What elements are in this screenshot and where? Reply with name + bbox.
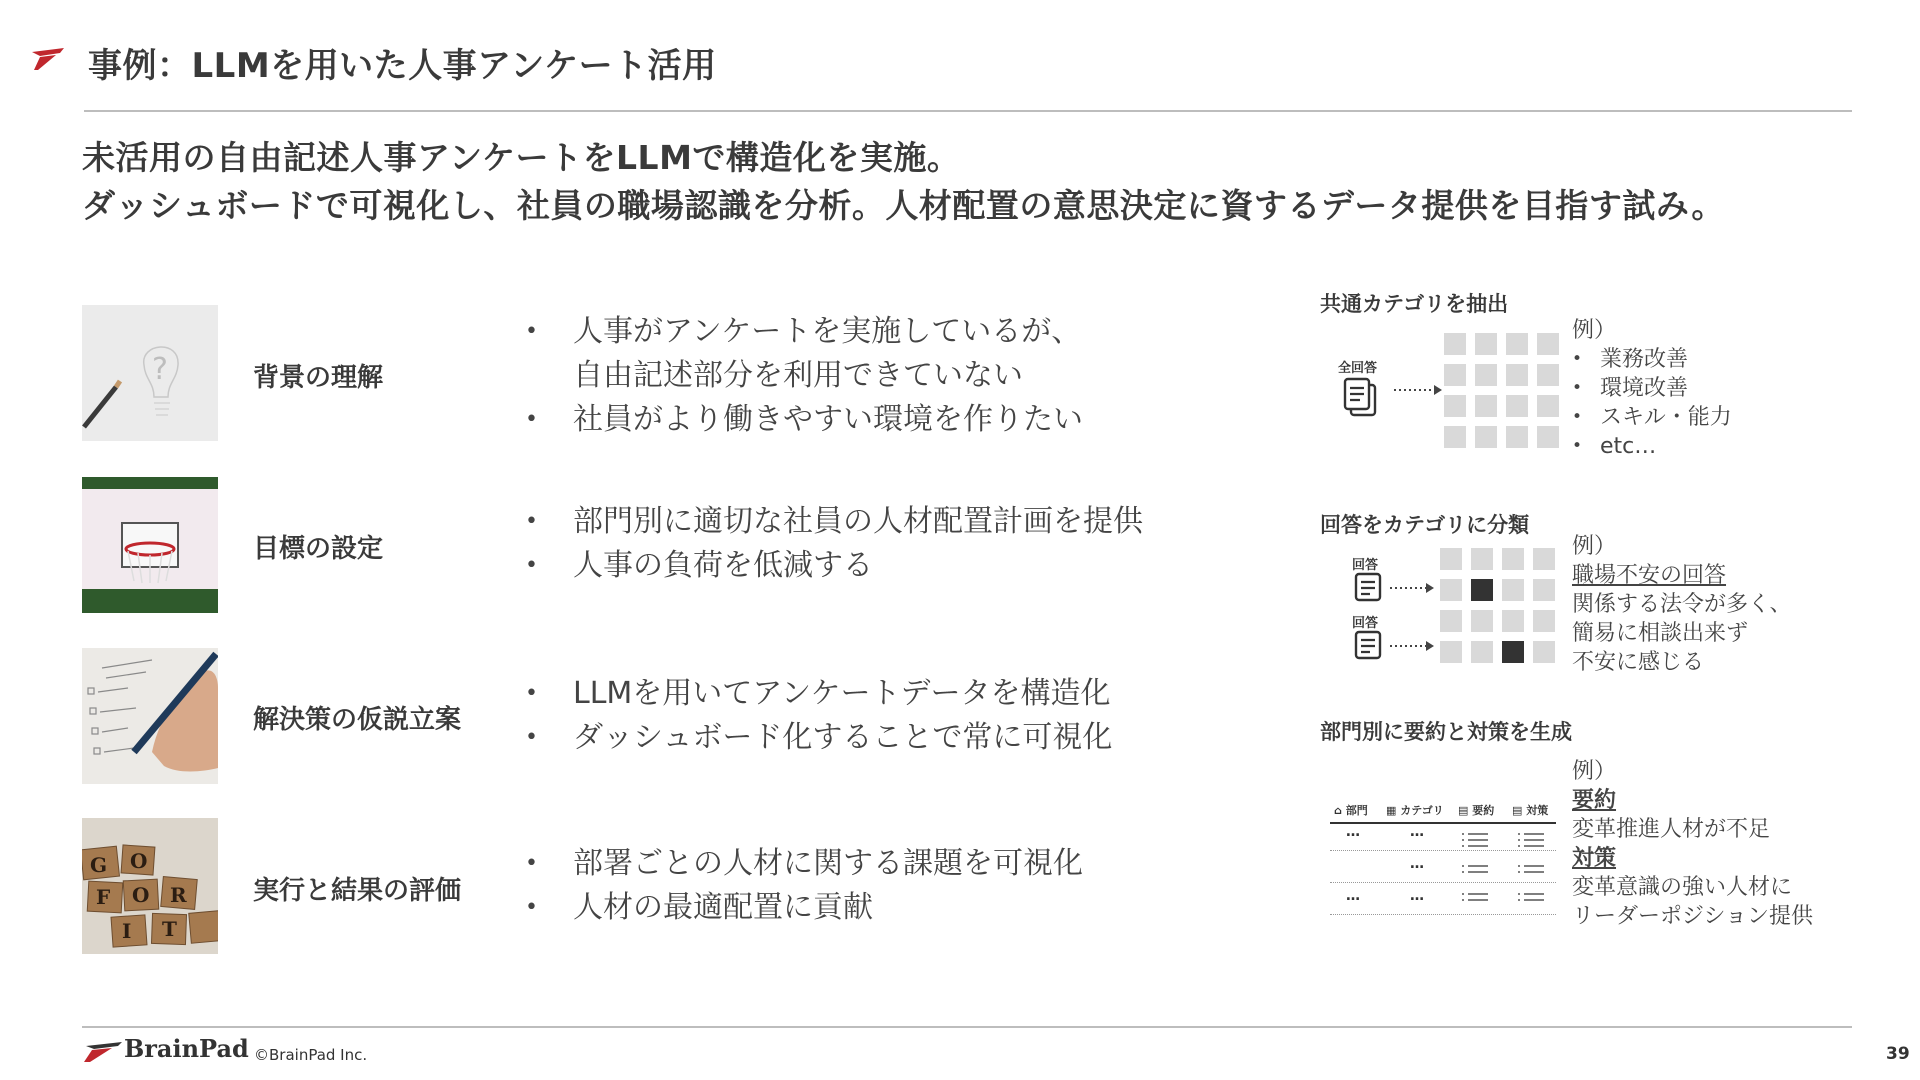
table-header-text: カテゴリ xyxy=(1400,804,1444,817)
photo-idea-sketch xyxy=(82,305,218,441)
bullet-item xyxy=(525,398,1083,442)
svg-text:O: O xyxy=(132,883,150,907)
example-summary xyxy=(1572,757,1813,931)
row-bullets-evaluation xyxy=(525,842,1083,930)
footer-divider xyxy=(82,1026,1852,1028)
action-line: 変革意識の強い人材に xyxy=(1572,875,1793,900)
svg-text:I: I xyxy=(122,919,132,943)
bullet-item xyxy=(525,842,1083,886)
svg-text:F: F xyxy=(96,885,111,909)
svg-text:R: R xyxy=(170,883,187,907)
bullet-item xyxy=(525,310,1083,398)
bullet-text: 部署ごとの人材に関する課題を可視化 xyxy=(573,846,1083,881)
bullet-item xyxy=(525,672,1112,716)
summary-table-graphic xyxy=(1330,800,1556,920)
section-heading-generate: 部門別に要約と対策を生成 xyxy=(1320,720,1572,744)
header-divider xyxy=(84,110,1852,112)
example-title: 職場不安の回答 xyxy=(1572,563,1727,588)
answer-label-1: 回答 xyxy=(1352,558,1379,573)
dotted-arrow-icon xyxy=(1390,640,1434,652)
brand-mark-icon xyxy=(82,1042,122,1062)
photo-basketball-hoop xyxy=(82,477,218,613)
summary-label: 要約 xyxy=(1572,788,1617,813)
example-line: 簡易に相談出来ず xyxy=(1572,621,1749,646)
list-lines-icons xyxy=(1462,830,1552,910)
page-number: 39 xyxy=(1886,1044,1910,1064)
example-item: • 業務改善 xyxy=(1572,345,1732,374)
action-line: リーダーポジション提供 xyxy=(1572,904,1814,929)
section-heading-extract: 共通カテゴリを抽出 xyxy=(1320,292,1509,316)
row-label-evaluation: 実行と結果の評価 xyxy=(253,876,462,906)
all-answers-label: 全回答 xyxy=(1338,361,1378,376)
bullet-item xyxy=(525,886,1083,930)
bullet-item xyxy=(525,544,1143,588)
table-cell: … xyxy=(1410,856,1424,872)
table-cell: … xyxy=(1410,888,1424,904)
example-item: • 環境改善 xyxy=(1572,374,1732,403)
svg-text:?: ? xyxy=(152,352,168,387)
page-title: 事例：LLMを用いた人事アンケート活用 xyxy=(88,46,717,86)
table-cell: … xyxy=(1346,888,1360,904)
section-heading-classify: 回答をカテゴリに分類 xyxy=(1320,513,1530,537)
copyright: ©BrainPad Inc. xyxy=(254,1046,368,1064)
example-head: 例） xyxy=(1572,534,1617,559)
row-label-goal: 目標の設定 xyxy=(253,534,384,564)
row-label-hypothesis: 解決策の仮説立案 xyxy=(253,705,462,735)
dotted-arrow-icon xyxy=(1394,384,1442,396)
bullet-text: 人事の負荷を低減する xyxy=(573,548,873,583)
row-bullets-goal xyxy=(525,500,1143,588)
dotted-arrow-icon xyxy=(1390,582,1434,594)
bullet-item xyxy=(525,716,1112,760)
summary-text: 変革推進人材が不足 xyxy=(1572,817,1771,842)
table-header-action xyxy=(1512,802,1548,818)
svg-text:G: G xyxy=(90,853,108,877)
building-icon: ⌂ xyxy=(1334,804,1342,817)
lead-line-1: 未活用の自由記述人事アンケートをLLMで構造化を実施。 xyxy=(82,138,961,177)
photo-checklist xyxy=(82,648,218,784)
example-item: • etc… xyxy=(1572,432,1732,461)
example-line: 関係する法令が多く、 xyxy=(1572,592,1792,617)
example-head: 例） xyxy=(1572,318,1617,343)
bullet-text: 人材の最適配置に貢献 xyxy=(573,890,873,925)
action-label: 対策 xyxy=(1572,846,1617,871)
table-header-summary xyxy=(1458,802,1494,818)
brand-logo-text: BrainPad xyxy=(124,1034,249,1063)
bullet-text: 人事がアンケートを実施しているが、 自由記述部分を利用できていない xyxy=(573,314,1082,393)
document-icon xyxy=(1354,572,1382,602)
note-icon: ▤ xyxy=(1458,804,1469,817)
bullet-text: 部門別に適切な社員の人材配置計画を提供 xyxy=(573,504,1143,539)
table-header-category xyxy=(1386,802,1444,818)
example-line: 不安に感じる xyxy=(1572,650,1705,675)
classified-grid xyxy=(1440,548,1556,664)
table-header-text: 部門 xyxy=(1345,804,1368,817)
brand-mark-icon xyxy=(30,48,66,70)
note-icon: ▤ xyxy=(1512,804,1523,817)
table-cell: … xyxy=(1346,824,1360,840)
svg-text:O: O xyxy=(130,849,148,873)
document-icon xyxy=(1354,630,1382,660)
photo-letter-tiles xyxy=(82,818,218,954)
row-bullets-hypothesis xyxy=(525,672,1112,760)
bullet-text: ダッシュボード化することで常に可視化 xyxy=(573,720,1113,755)
row-bullets-background xyxy=(525,310,1083,442)
example-head: 例） xyxy=(1572,759,1617,784)
category-grid xyxy=(1444,333,1560,449)
table-cell: … xyxy=(1410,824,1424,840)
table-header-text: 対策 xyxy=(1526,804,1549,817)
bullet-text: LLMを用いてアンケートデータを構造化 xyxy=(573,676,1111,711)
bullet-item xyxy=(525,500,1143,544)
bullet-text: 社員がより働きやすい環境を作りたい xyxy=(573,402,1083,437)
answer-label-2: 回答 xyxy=(1352,616,1379,631)
documents-icon xyxy=(1342,376,1378,418)
lead-line-2: ダッシュボードで可視化し、社員の職場認識を分析。人材配置の意思決定に資するデータ提供を目指す試み。 xyxy=(82,186,1725,225)
example-classified xyxy=(1572,532,1792,677)
grid-icon: ▦ xyxy=(1386,804,1397,817)
example-item: • スキル・能力 xyxy=(1572,403,1732,432)
table-header-dept xyxy=(1334,802,1368,818)
svg-text:T: T xyxy=(162,917,177,941)
row-label-background: 背景の理解 xyxy=(253,363,384,393)
example-categories xyxy=(1572,316,1732,461)
table-header-text: 要約 xyxy=(1472,804,1495,817)
